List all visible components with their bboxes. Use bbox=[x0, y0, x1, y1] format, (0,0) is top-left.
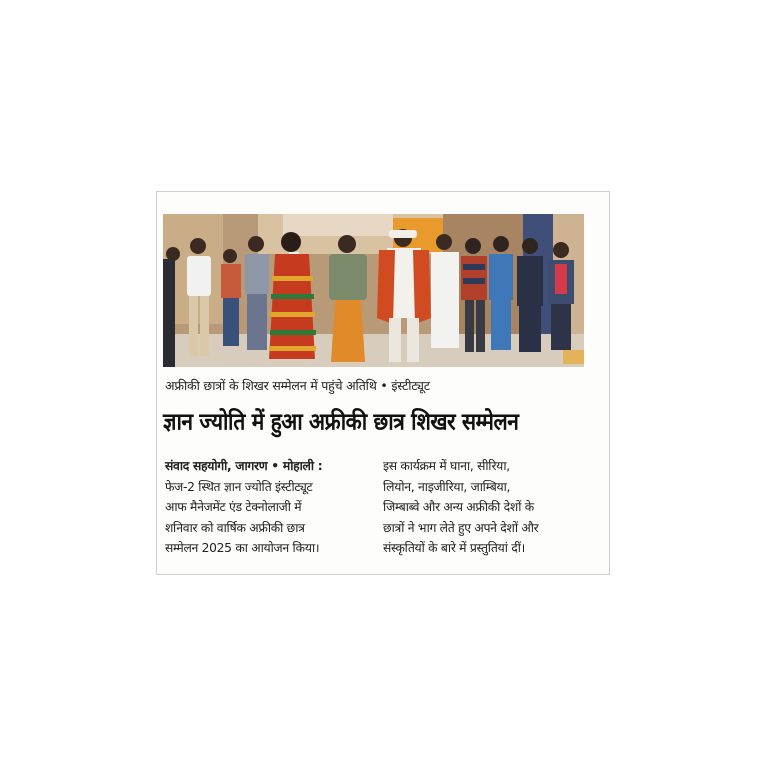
article-text-line: लियोन, नाइजीरिया, जाम्बिया, bbox=[383, 479, 511, 494]
article-text-line: छात्रों ने भाग लेते हुए अपने देशों और bbox=[383, 520, 539, 535]
event-photo-illustration bbox=[163, 214, 584, 367]
article-column-left bbox=[165, 456, 377, 559]
photo-caption: अफ्रीकी छात्रों के शिखर सम्मेलन में पहुंचे अतिथि • इंस्टीट्यूट bbox=[165, 378, 430, 393]
article-headline: ज्ञान ज्योति में हुआ अफ्रीकी छात्र शिखर सम्मेलन bbox=[163, 408, 519, 436]
article-byline: संवाद सहयोगी, जागरण • मोहाली : bbox=[165, 459, 323, 473]
article-text-line: सम्मेलन 2025 का आयोजन किया। bbox=[165, 541, 320, 555]
newspaper-clipping bbox=[156, 191, 610, 575]
article-text-line: आफ मैनेजमेंट एंड टेक्नोलाजी में bbox=[165, 500, 302, 514]
article-text-line: संस्कृतियों के बारे में प्रस्तुतियां दीं। bbox=[383, 541, 526, 555]
article-text-line: जिम्बाब्वे और अन्य अफ्रीकी देशों के bbox=[383, 500, 534, 514]
article-column-right bbox=[383, 456, 595, 559]
article-text-line: शनिवार को वार्षिक अफ्रीकी छात्र bbox=[165, 520, 305, 535]
article-text-line: इस कार्यक्रम में घाना, सीरिया, bbox=[383, 459, 510, 473]
event-photo bbox=[163, 214, 584, 367]
article-text-line: फेज-2 स्थित ज्ञान ज्योति इंस्टीट्यूट bbox=[165, 479, 313, 494]
